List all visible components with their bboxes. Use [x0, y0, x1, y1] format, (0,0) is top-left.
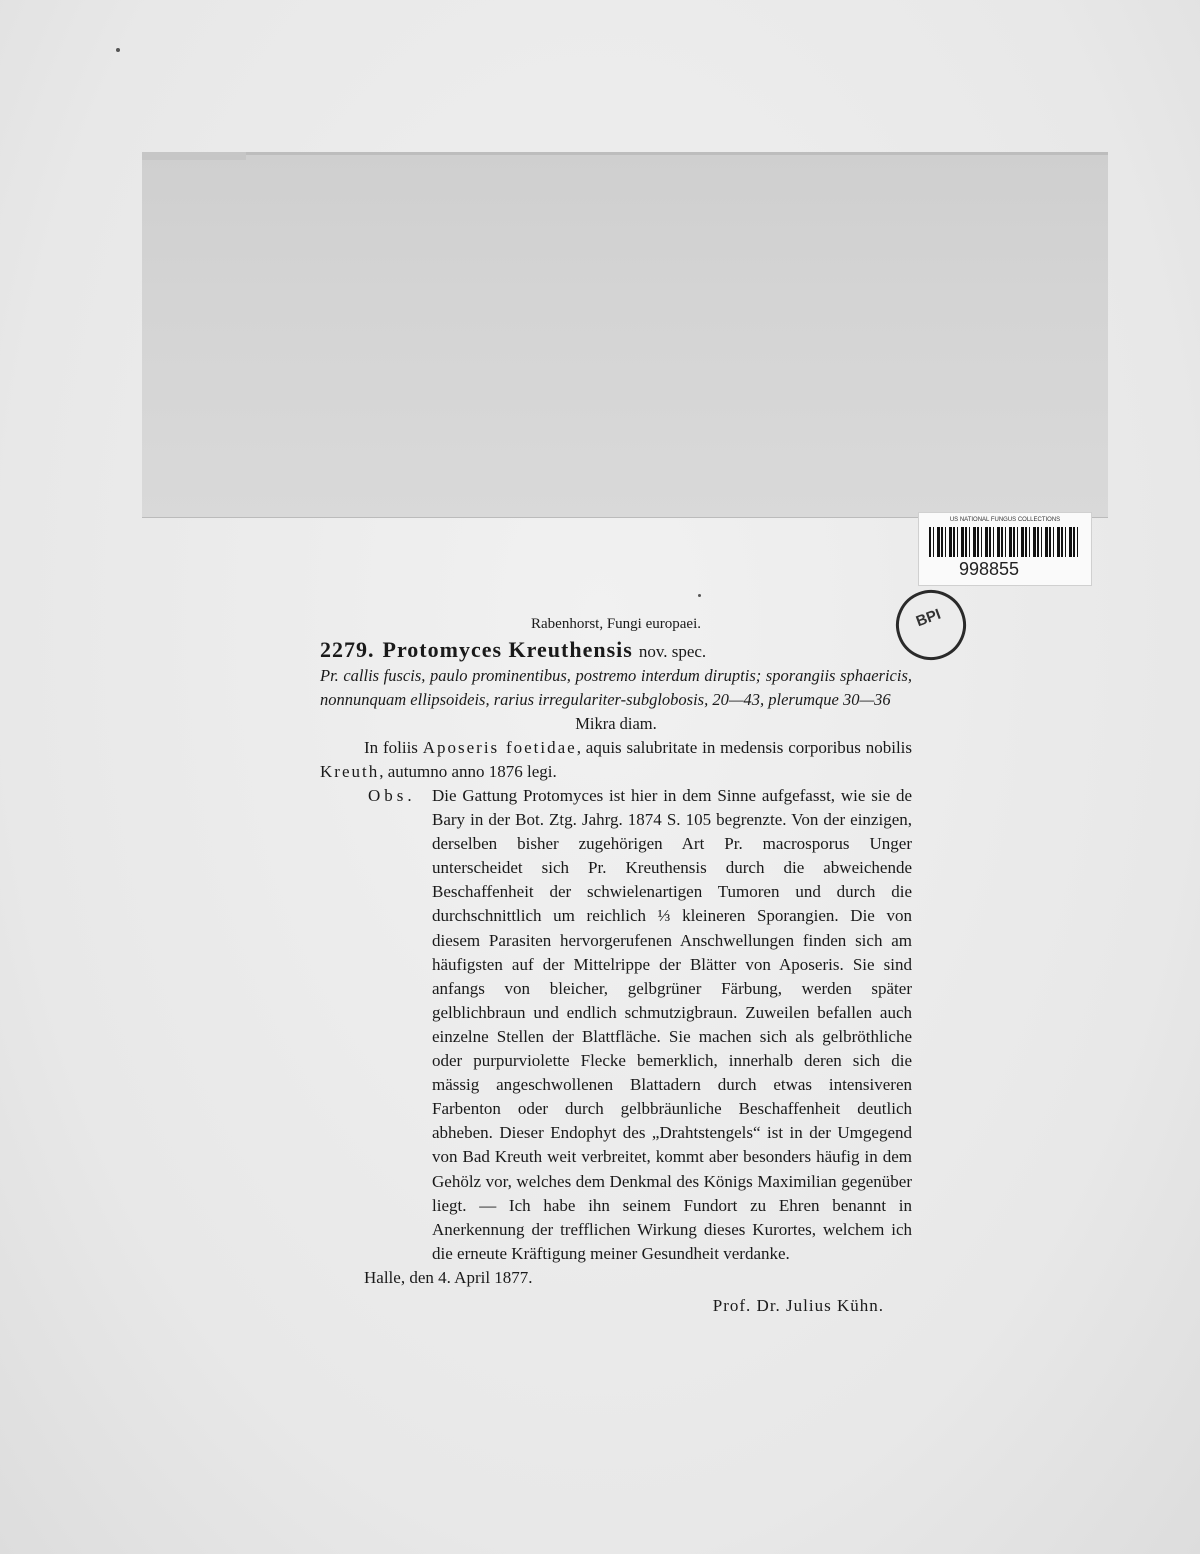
species-heading [320, 638, 912, 664]
barcode-collection-name: US NATIONAL FUNGUS COLLECTIONS [949, 517, 1061, 523]
observation-text: Die Gattung Protomyces ist hier in dem Sinne aufgefasst, wie sie de Bary in der Bot. Ztg. Jahrg. 1874 S. 105 begrenzte. Von der einzigen, derselben bisher zugehörigen Art Pr. macrosporus Unger unterscheidet sich Pr. Kreuthensis durch die abweichende Beschaffenheit der schwielenartigen Tumoren und durch die durchschnittlich um reichlich ⅓ kleineren Sporangien. Die von diesem Parasiten hervorgerufenen Anschwellungen finden sich am häufigsten auf der Mittelrippe der Blätter von Aposeris. Sie sind anfangs von bleicher, gelbgrüner Färbung, werden später gelblichbraun und endlich schmutzigbraun. Zuweilen befallen auch einzelne Stellen der Blattfläche. Sie machen sich als gelbröthliche oder purpurviolette Flecke bemerklich, innerhalb deren sich die mässig angeschwollenen Blattadern durch etwas intensiveren Farbenton oder durch gelbbräunliche Beschaffenheit deutlich abheben. Dieser Endophyt des „Drahtstengels“ ist in der Umgegend von Bad Kreuth weit verbreitet, kommt aber besonders häufig in dem Gehölz vor, welches dem Denkmal des Königs Maximilian gegenüber liegt. — Ich habe ihn seinem Fundort zu Ehren benannt in Anerkennung der trefflichen Wirkung dieses Kurortes, welchem ich die erneute Kräftigung meiner Gesundheit verdanke. [432, 786, 912, 1263]
barcode-icon [929, 527, 1081, 557]
paper-speck [698, 594, 701, 597]
species-name: Protomyces Kreuthensis [382, 637, 633, 662]
latin-diagnosis: Pr. callis fuscis, paulo prominentibus, postremo interdum diruptis; sporangiis sphaericis, nonnunquam ellipsoideis, rarius irregulariter-subglobosis, 20—43, plerumque 30—36 [320, 666, 912, 709]
observation-block [320, 784, 912, 1266]
exsiccata-series: Rabenhorst, Fungi europaei. [531, 616, 701, 632]
host-name: Aposeris foetidae [422, 738, 577, 757]
observation-label: Obs. [368, 786, 416, 805]
collector-signature: Prof. Dr. Julius Kühn. [712, 1295, 884, 1315]
packet-flap [142, 152, 246, 160]
habitat-text: , autumno anno 1876 legi. [379, 762, 557, 781]
habitat-note [320, 736, 912, 784]
specimen-packet [142, 152, 1108, 517]
latin-diagnosis-end: Mikra diam. [575, 714, 657, 733]
exsiccata-number: 2279. [320, 637, 375, 662]
specimen-label [320, 612, 912, 1318]
habitat-text: , aquis salubritate in medensis corporibus nobilis [576, 738, 913, 757]
barcode-number: 998855 [959, 559, 1020, 579]
stamp-text: BPI [913, 605, 944, 631]
locality-name: Kreuth [320, 762, 380, 781]
species-status: nov. spec. [638, 642, 707, 661]
barcode-label [918, 512, 1092, 586]
label-date: Halle, den 4. April 1877. [364, 1267, 533, 1287]
paper-speck [116, 48, 120, 52]
habitat-text: In foliis [364, 738, 418, 757]
